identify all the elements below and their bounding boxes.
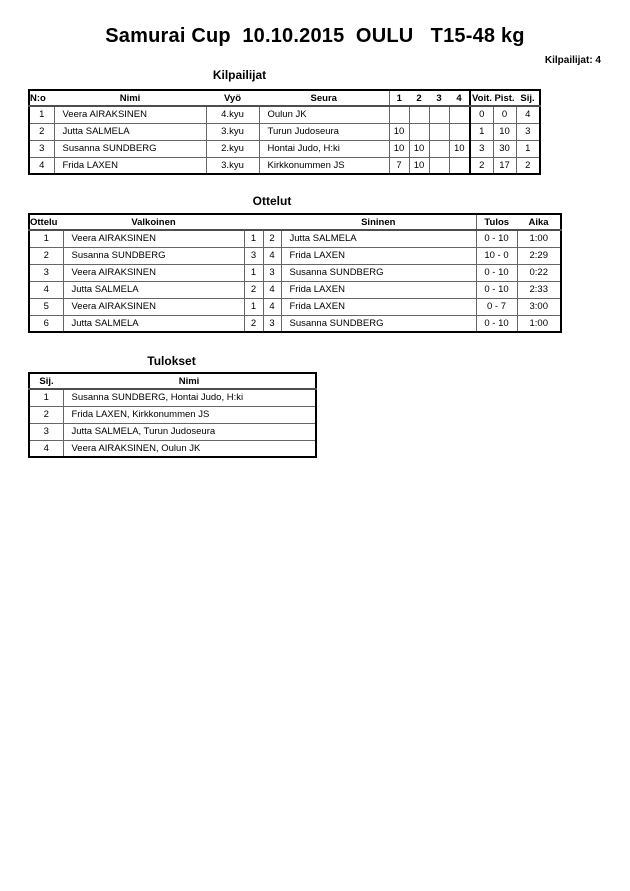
result-row <box>29 406 316 423</box>
cell-wins: 0 <box>470 106 493 123</box>
cell-blue-number: 4 <box>263 298 281 315</box>
cell-round-3 <box>429 106 449 123</box>
cell-name: Susanna SUNDBERG, Hontai Judo, H:ki <box>63 389 316 406</box>
cell-white-number: 3 <box>244 247 263 264</box>
cell-points: 0 <box>493 106 516 123</box>
col-header-place: Sij. <box>516 90 540 106</box>
cell-wins: 2 <box>470 157 493 174</box>
col-header-round-3: 3 <box>429 90 449 106</box>
cell-points: 17 <box>493 157 516 174</box>
cell-belt: 3.kyu <box>206 157 259 174</box>
cell-round-2: 10 <box>409 157 429 174</box>
cell-match-no: 6 <box>29 315 63 332</box>
cell-white-name: Veera AIRAKSINEN <box>63 230 244 247</box>
cell-time: 2:33 <box>517 281 561 298</box>
cell-white-number: 1 <box>244 230 263 247</box>
col-header-white: Valkoinen <box>63 214 244 230</box>
competitors-section-title: Kilpailijat <box>212 68 267 82</box>
competitors-table <box>28 89 541 175</box>
cell-club: Kirkkonummen JS <box>259 157 389 174</box>
participants-count: Kilpailijat: 4 <box>544 55 601 66</box>
cell-club: Oulun JK <box>259 106 389 123</box>
cell-no: 3 <box>29 140 54 157</box>
result-row <box>29 440 316 457</box>
cell-time: 1:00 <box>517 230 561 247</box>
cell-place: 1 <box>516 140 540 157</box>
cell-place: 3 <box>516 123 540 140</box>
cell-round-4 <box>449 106 470 123</box>
cell-blue-name: Susanna SUNDBERG <box>281 264 476 281</box>
results-header-row <box>29 373 316 389</box>
cell-name: Veera AIRAKSINEN, Oulun JK <box>63 440 316 457</box>
match-row <box>29 281 561 298</box>
col-header-no: N:o <box>29 90 54 106</box>
cell-round-1: 10 <box>389 140 409 157</box>
cell-club: Turun Judoseura <box>259 123 389 140</box>
cell-blue-number: 2 <box>263 230 281 247</box>
cell-place: 3 <box>29 423 63 440</box>
col-header-belt: Vyö <box>206 90 259 106</box>
cell-round-2: 10 <box>409 140 429 157</box>
match-row <box>29 298 561 315</box>
cell-points: 30 <box>493 140 516 157</box>
cell-white-name: Jutta SALMELA <box>63 281 244 298</box>
cell-name: Veera AIRAKSINEN <box>54 106 206 123</box>
cell-blue-name: Susanna SUNDBERG <box>281 315 476 332</box>
cell-place: 2 <box>29 406 63 423</box>
cell-belt: 4.kyu <box>206 106 259 123</box>
col-header-points: Pist. <box>493 90 516 106</box>
cell-blue-number: 4 <box>263 247 281 264</box>
cell-time: 3:00 <box>517 298 561 315</box>
cell-round-1: 7 <box>389 157 409 174</box>
competitor-row <box>29 157 540 174</box>
results-table <box>28 372 317 458</box>
cell-name: Susanna SUNDBERG <box>54 140 206 157</box>
cell-white-number: 1 <box>244 264 263 281</box>
cell-club: Hontai Judo, H:ki <box>259 140 389 157</box>
cell-points: 10 <box>493 123 516 140</box>
col-header-name: Nimi <box>54 90 206 106</box>
col-header-result: Tulos <box>476 214 517 230</box>
col-header-blue-number <box>263 214 281 230</box>
competitor-row <box>29 123 540 140</box>
cell-blue-name: Frida LAXEN <box>281 281 476 298</box>
matches-section-title: Ottelut <box>252 194 292 208</box>
col-header-time: Aika <box>517 214 561 230</box>
cell-white-number: 2 <box>244 315 263 332</box>
competitor-row <box>29 140 540 157</box>
cell-round-4 <box>449 123 470 140</box>
cell-round-4 <box>449 157 470 174</box>
matches-table <box>28 213 562 333</box>
cell-blue-name: Frida LAXEN <box>281 247 476 264</box>
col-header-white-number <box>244 214 263 230</box>
match-row <box>29 247 561 264</box>
cell-white-name: Jutta SALMELA <box>63 315 244 332</box>
results-section-title: Tulokset <box>147 354 196 368</box>
cell-white-name: Susanna SUNDBERG <box>63 247 244 264</box>
cell-round-3 <box>429 140 449 157</box>
cell-place: 1 <box>29 389 63 406</box>
cell-result: 0 - 7 <box>476 298 517 315</box>
cell-white-name: Veera AIRAKSINEN <box>63 298 244 315</box>
cell-belt: 3.kyu <box>206 123 259 140</box>
result-row <box>29 423 316 440</box>
match-row <box>29 264 561 281</box>
cell-round-4: 10 <box>449 140 470 157</box>
cell-time: 0:22 <box>517 264 561 281</box>
col-header-name: Nimi <box>63 373 316 389</box>
cell-match-no: 5 <box>29 298 63 315</box>
cell-wins: 3 <box>470 140 493 157</box>
cell-place: 4 <box>29 440 63 457</box>
cell-white-number: 1 <box>244 298 263 315</box>
cell-belt: 2.kyu <box>206 140 259 157</box>
cell-round-1: 10 <box>389 123 409 140</box>
cell-round-3 <box>429 157 449 174</box>
match-row <box>29 315 561 332</box>
competitors-header-row <box>29 90 540 106</box>
cell-blue-name: Frida LAXEN <box>281 298 476 315</box>
cell-match-no: 1 <box>29 230 63 247</box>
cell-match-no: 2 <box>29 247 63 264</box>
col-header-blue: Sininen <box>281 214 476 230</box>
cell-match-no: 3 <box>29 264 63 281</box>
cell-white-name: Veera AIRAKSINEN <box>63 264 244 281</box>
col-header-round-1: 1 <box>389 90 409 106</box>
cell-round-3 <box>429 123 449 140</box>
matches-header-row <box>29 214 561 230</box>
col-header-place: Sij. <box>29 373 63 389</box>
cell-time: 1:00 <box>517 315 561 332</box>
cell-result: 0 - 10 <box>476 281 517 298</box>
cell-name: Jutta SALMELA, Turun Judoseura <box>63 423 316 440</box>
cell-result: 0 - 10 <box>476 264 517 281</box>
cell-no: 2 <box>29 123 54 140</box>
match-row <box>29 230 561 247</box>
cell-place: 2 <box>516 157 540 174</box>
cell-result: 0 - 10 <box>476 315 517 332</box>
cell-blue-name: Jutta SALMELA <box>281 230 476 247</box>
cell-result: 0 - 10 <box>476 230 517 247</box>
cell-round-1 <box>389 106 409 123</box>
cell-name: Jutta SALMELA <box>54 123 206 140</box>
cell-blue-number: 3 <box>263 315 281 332</box>
col-header-round-4: 4 <box>449 90 470 106</box>
cell-round-2 <box>409 123 429 140</box>
cell-result: 10 - 0 <box>476 247 517 264</box>
page-title: Samurai Cup 10.10.2015 OULU T15-48 kg <box>105 25 525 47</box>
cell-white-number: 2 <box>244 281 263 298</box>
cell-blue-number: 4 <box>263 281 281 298</box>
cell-no: 4 <box>29 157 54 174</box>
cell-no: 1 <box>29 106 54 123</box>
competitor-row <box>29 106 540 123</box>
cell-match-no: 4 <box>29 281 63 298</box>
cell-name: Frida LAXEN <box>54 157 206 174</box>
col-header-club: Seura <box>259 90 389 106</box>
cell-name: Frida LAXEN, Kirkkonummen JS <box>63 406 316 423</box>
cell-place: 4 <box>516 106 540 123</box>
col-header-match: Ottelu <box>29 214 63 230</box>
col-header-wins: Voit. <box>470 90 493 106</box>
cell-blue-number: 3 <box>263 264 281 281</box>
col-header-round-2: 2 <box>409 90 429 106</box>
cell-round-2 <box>409 106 429 123</box>
cell-time: 2:29 <box>517 247 561 264</box>
result-row <box>29 389 316 406</box>
cell-wins: 1 <box>470 123 493 140</box>
